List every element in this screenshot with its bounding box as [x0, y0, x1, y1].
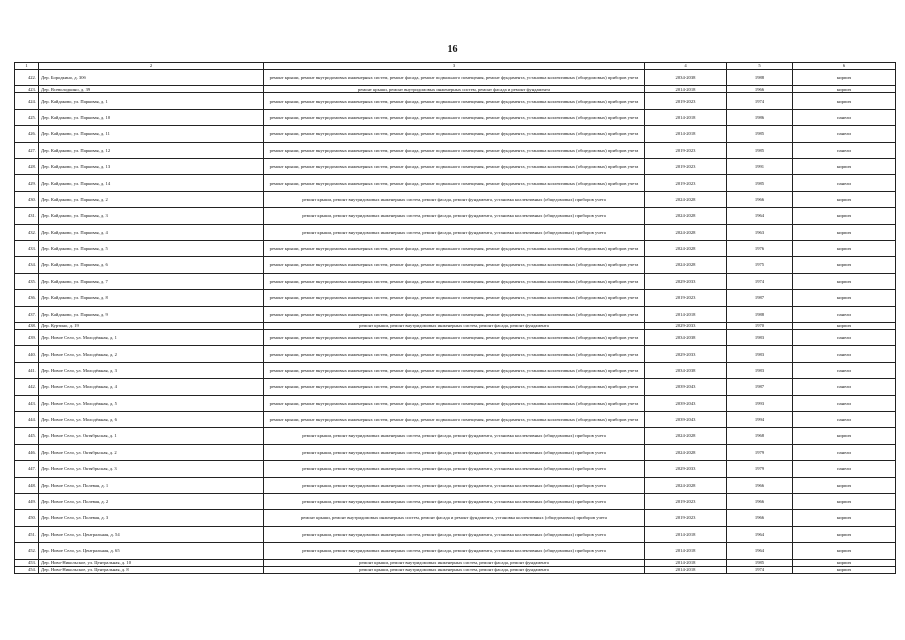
- material-cell: кирпич: [793, 257, 896, 273]
- table-row: [15, 330, 896, 346]
- works-cell: ремонт крыши, ремонт внутридомовых инженерных систем, ремонт фасада, ремонт фундамента, установка коллективных (общедомовых) приборов учета: [264, 224, 645, 240]
- works-cell: ремонт крыши, ремонт внутридомовых инженерных систем, ремонт фасада, ремонт подвального помещения, ремонт фундамента, установка коллективных (общедомовых) приборов учета: [264, 306, 645, 322]
- address-cell: Дер. Новое Село, ул. Центральная, д. 54: [39, 526, 264, 542]
- table-row: [15, 273, 896, 289]
- row-number: 429.: [15, 175, 39, 191]
- address-cell: Дер. Новое Село, ул. Молодёжная, д. 5: [39, 395, 264, 411]
- year-cell: 1993: [727, 395, 793, 411]
- works-cell: ремонт крыши, ремонт внутридомовых инженерных систем, ремонт фасада, ремонт фундамента: [264, 322, 645, 329]
- table-row: [15, 290, 896, 306]
- year-cell: 1966: [727, 477, 793, 493]
- material-cell: кирпич: [793, 559, 896, 566]
- address-cell: Дер. Кайдаково, ул. Парковая, д. 5: [39, 241, 264, 257]
- row-number: 441.: [15, 362, 39, 378]
- row-number: 447.: [15, 461, 39, 477]
- period-cell: 2019-2023: [645, 510, 727, 526]
- table-row: [15, 142, 896, 158]
- row-number: 434.: [15, 257, 39, 273]
- address-cell: Дер. Новое Село, ул. Молодёжная, д. 6: [39, 412, 264, 428]
- material-cell: панели: [793, 346, 896, 362]
- row-number: 422.: [15, 70, 39, 86]
- table-row: [15, 461, 896, 477]
- period-cell: 2014-2018: [645, 109, 727, 125]
- row-number: 430.: [15, 191, 39, 207]
- year-cell: 1963: [727, 224, 793, 240]
- period-cell: 2039-2043: [645, 412, 727, 428]
- year-cell: 1964: [727, 526, 793, 542]
- material-cell: кирпич: [793, 290, 896, 306]
- year-cell: 1987: [727, 379, 793, 395]
- works-cell: ремонт крыши, ремонт внутридомовых инженерных систем, ремонт фасада, ремонт фундамента, установка коллективных (общедомовых) приборов учета: [264, 526, 645, 542]
- row-number: 423.: [15, 86, 39, 93]
- table-row: [15, 379, 896, 395]
- year-cell: 1991: [727, 159, 793, 175]
- period-cell: 2014-2018: [645, 559, 727, 566]
- works-cell: ремонт крыши, ремонт внутридомовых инженерных систем, ремонт фасада, ремонт фундамента, установка коллективных (общедомовых) приборов учета: [264, 428, 645, 444]
- page-number: 16: [447, 44, 458, 55]
- address-cell: Дер. Всеволодкино, д. 39: [39, 86, 264, 93]
- material-cell: кирпич: [793, 159, 896, 175]
- period-cell: 2014-2018: [645, 566, 727, 573]
- period-cell: 2019-2023: [645, 175, 727, 191]
- column-header: 6: [793, 63, 896, 70]
- material-cell: кирпич: [793, 526, 896, 542]
- period-cell: 2014-2018: [645, 126, 727, 142]
- period-cell: 2014-2018: [645, 543, 727, 559]
- works-cell: ремонт крыши, ремонт внутридомовых инженерных систем, ремонт фасада, ремонт подвального помещения, ремонт фундамента, установка коллективных (общедомовых) приборов учета: [264, 346, 645, 362]
- period-cell: 2014-2018: [645, 306, 727, 322]
- period-cell: 2014-2018: [645, 86, 727, 93]
- works-cell: ремонт крыши, ремонт внутридомовых инженерных систем, ремонт фасада, ремонт фундамента, установка коллективных (общедомовых) приборов учета: [264, 493, 645, 509]
- table-row: [15, 86, 896, 93]
- year-cell: 1983: [727, 330, 793, 346]
- row-number: 450.: [15, 510, 39, 526]
- row-number: 439.: [15, 330, 39, 346]
- material-cell: кирпич: [793, 493, 896, 509]
- table-row: [15, 526, 896, 542]
- column-header: 1: [15, 63, 39, 70]
- year-cell: 1974: [727, 566, 793, 573]
- period-cell: 2029-2033: [645, 346, 727, 362]
- material-cell: кирпич: [793, 510, 896, 526]
- address-cell: Дер. Новое Село, ул. Октябрьская, д. 3: [39, 461, 264, 477]
- column-header: 2: [39, 63, 264, 70]
- year-cell: 1966: [727, 510, 793, 526]
- material-cell: панели: [793, 395, 896, 411]
- period-cell: 2014-2018: [645, 526, 727, 542]
- table-row: [15, 346, 896, 362]
- table-row: [15, 395, 896, 411]
- works-cell: ремонт крыши, ремонт внутридомовых инженерных систем, ремонт фасада, ремонт подвального помещения, ремонт фундамента, установка коллективных (общедомовых) приборов учета: [264, 395, 645, 411]
- works-cell: ремонт крыши, ремонт внутридомовых инженерных систем, ремонт фасада и ремонт фундамента: [264, 86, 645, 93]
- year-cell: 1988: [727, 306, 793, 322]
- address-cell: Дер. Кайдаково, ул. Парковая, д. 11: [39, 126, 264, 142]
- material-cell: панели: [793, 126, 896, 142]
- table-row: [15, 126, 896, 142]
- table-row: [15, 559, 896, 566]
- works-cell: ремонт крыши, ремонт внутридомовых инженерных систем, ремонт фасада, ремонт подвального помещения, ремонт фундамента, установка коллективных (общедомовых) приборов учета: [264, 70, 645, 86]
- address-cell: Дер. Новое Село, ул. Полевая, д. 1: [39, 477, 264, 493]
- material-cell: кирпич: [793, 93, 896, 109]
- address-cell: Дер. Кайдаково, ул. Парковая, д. 13: [39, 159, 264, 175]
- row-number: 445.: [15, 428, 39, 444]
- material-cell: кирпич: [793, 322, 896, 329]
- table-row: [15, 109, 896, 125]
- year-cell: 1985: [727, 126, 793, 142]
- table-row: [15, 477, 896, 493]
- works-cell: ремонт крыши, ремонт внутридомовых инженерных систем, ремонт фасада, ремонт подвального помещения, ремонт фундамента, установка коллективных (общедомовых) приборов учета: [264, 273, 645, 289]
- address-cell: Дер. Ново-Никольское, ул. Центральная, д. 10: [39, 559, 264, 566]
- table-row: [15, 444, 896, 460]
- period-cell: 2019-2023: [645, 159, 727, 175]
- works-cell: ремонт крыши, ремонт внутридомовых инженерных систем, ремонт фасада, ремонт подвального помещения, ремонт фундамента, установка коллективных (общедомовых) приборов учета: [264, 241, 645, 257]
- period-cell: 2024-2028: [645, 208, 727, 224]
- address-cell: Дер. Кайдаково, ул. Парковая, д. 8: [39, 290, 264, 306]
- year-cell: 1988: [727, 70, 793, 86]
- material-cell: кирпич: [793, 208, 896, 224]
- row-number: 425.: [15, 109, 39, 125]
- year-cell: 1987: [727, 290, 793, 306]
- year-cell: 1985: [727, 559, 793, 566]
- year-cell: 1964: [727, 208, 793, 224]
- works-cell: ремонт крыши, ремонт внутридомовых инженерных систем, ремонт фасада, ремонт подвального помещения, ремонт фундамента, установка коллективных (общедомовых) приборов учета: [264, 142, 645, 158]
- period-cell: 2019-2023: [645, 493, 727, 509]
- address-cell: Дер. Куртино, д. 19: [39, 322, 264, 329]
- works-cell: ремонт крыши, ремонт внутридомовых инженерных систем, ремонт фасада, ремонт фундамента, установка коллективных (общедомовых) приборов учета: [264, 543, 645, 559]
- year-cell: 1983: [727, 346, 793, 362]
- address-cell: Дер. Новое Село, ул. Полевая, д. 2: [39, 493, 264, 509]
- year-cell: 1968: [727, 428, 793, 444]
- period-cell: 2034-2038: [645, 330, 727, 346]
- table-row: [15, 208, 896, 224]
- row-number: 442.: [15, 379, 39, 395]
- material-cell: кирпич: [793, 273, 896, 289]
- table-row: [15, 175, 896, 191]
- works-cell: ремонт крыши, ремонт внутридомовых инженерных систем, ремонт фасада, ремонт фундамента, установка коллективных (общедомовых) приборов учета: [264, 444, 645, 460]
- works-cell: ремонт крыши, ремонт внутридомовых инженерных систем, ремонт фасада, ремонт подвального помещения, ремонт фундамента, установка коллективных (общедомовых) приборов учета: [264, 257, 645, 273]
- address-cell: Дер. Новое Село, ул. Молодёжная, д. 3: [39, 362, 264, 378]
- table-row: [15, 428, 896, 444]
- material-cell: панели: [793, 461, 896, 477]
- row-number: 428.: [15, 159, 39, 175]
- works-cell: ремонт крыши, ремонт внутридомовых инженерных систем, ремонт фасада, ремонт подвального помещения, ремонт фундамента, установка коллективных (общедомовых) приборов учета: [264, 175, 645, 191]
- table-row: [15, 322, 896, 329]
- row-number: 448.: [15, 477, 39, 493]
- material-cell: панели: [793, 175, 896, 191]
- row-number: 436.: [15, 290, 39, 306]
- row-number: 453.: [15, 559, 39, 566]
- year-cell: 1983: [727, 362, 793, 378]
- address-cell: Дер. Кайдаково, ул. Парковая, д. 7: [39, 273, 264, 289]
- table-row: [15, 493, 896, 509]
- period-cell: 2019-2023: [645, 290, 727, 306]
- material-cell: кирпич: [793, 543, 896, 559]
- year-cell: 1966: [727, 191, 793, 207]
- table-row: [15, 191, 896, 207]
- period-cell: 2019-2023: [645, 93, 727, 109]
- year-cell: 1979: [727, 444, 793, 460]
- address-cell: Дер. Бородкино, д. 30б: [39, 70, 264, 86]
- year-cell: 1986: [727, 109, 793, 125]
- material-cell: кирпич: [793, 428, 896, 444]
- material-cell: кирпич: [793, 566, 896, 573]
- material-cell: панели: [793, 362, 896, 378]
- works-cell: ремонт крыши, ремонт внутридомовых инженерных систем, ремонт фасада и ремонт фундамента, установка коллективных (общедомовых) приборов учета: [264, 510, 645, 526]
- row-number: 449.: [15, 493, 39, 509]
- period-cell: 2024-2028: [645, 191, 727, 207]
- table-row: [15, 566, 896, 573]
- address-cell: Дер. Кайдаково, ул. Парковая, д. 14: [39, 175, 264, 191]
- period-cell: 2034-2038: [645, 70, 727, 86]
- table-row: [15, 70, 896, 86]
- address-cell: Дер. Кайдаково, ул. Парковая, д. 4: [39, 224, 264, 240]
- works-cell: ремонт крыши, ремонт внутридомовых инженерных систем, ремонт фасада, ремонт подвального помещения, ремонт фундамента, установка коллективных (общедомовых) приборов учета: [264, 379, 645, 395]
- row-number: 443.: [15, 395, 39, 411]
- year-cell: 1975: [727, 257, 793, 273]
- works-cell: ремонт крыши, ремонт внутридомовых инженерных систем, ремонт фасада, ремонт фундамента: [264, 559, 645, 566]
- period-cell: 2024-2028: [645, 257, 727, 273]
- period-cell: 2029-2033: [645, 322, 727, 329]
- address-cell: Дер. Кайдаково, ул. Парковая, д. 6: [39, 257, 264, 273]
- row-number: 424.: [15, 93, 39, 109]
- row-number: 427.: [15, 142, 39, 158]
- table-row: [15, 362, 896, 378]
- material-cell: кирпич: [793, 86, 896, 93]
- row-number: 438.: [15, 322, 39, 329]
- material-cell: кирпич: [793, 224, 896, 240]
- address-cell: Дер. Кайдаково, ул. Парковая, д. 3: [39, 208, 264, 224]
- works-cell: ремонт крыши, ремонт внутридомовых инженерных систем, ремонт фасада, ремонт фундамента, установка коллективных (общедомовых) приборов учета: [264, 477, 645, 493]
- address-cell: Дер. Новое Село, ул. Октябрьская, д. 1: [39, 428, 264, 444]
- year-cell: 1964: [727, 543, 793, 559]
- row-number: 454.: [15, 566, 39, 573]
- works-cell: ремонт крыши, ремонт внутридомовых инженерных систем, ремонт фасада, ремонт фундамента: [264, 566, 645, 573]
- material-cell: панели: [793, 142, 896, 158]
- works-cell: ремонт крыши, ремонт внутридомовых инженерных систем, ремонт фасада, ремонт подвального помещения, ремонт фундамента, установка коллективных (общедомовых) приборов учета: [264, 412, 645, 428]
- table-row: [15, 510, 896, 526]
- year-cell: 1974: [727, 273, 793, 289]
- row-number: 440.: [15, 346, 39, 362]
- column-header: 3: [264, 63, 645, 70]
- year-cell: 1966: [727, 493, 793, 509]
- year-cell: 1985: [727, 142, 793, 158]
- material-cell: кирпич: [793, 241, 896, 257]
- material-cell: кирпич: [793, 477, 896, 493]
- table-row: [15, 159, 896, 175]
- column-number-row: [15, 63, 896, 70]
- address-cell: Дер. Новое Село, ул. Молодёжная, д. 2: [39, 346, 264, 362]
- row-number: 452.: [15, 543, 39, 559]
- address-cell: Дер. Кайдаково, ул. Парковая, д. 2: [39, 191, 264, 207]
- material-cell: панели: [793, 330, 896, 346]
- period-cell: 2034-2038: [645, 362, 727, 378]
- period-cell: 2024-2028: [645, 241, 727, 257]
- address-cell: Дер. Ново-Никольское, ул. Центральная, д. 8: [39, 566, 264, 573]
- year-cell: 1994: [727, 412, 793, 428]
- year-cell: 1970: [727, 322, 793, 329]
- address-cell: Дер. Новое Село, ул. Октябрьская, д. 2: [39, 444, 264, 460]
- works-cell: ремонт крыши, ремонт внутридомовых инженерных систем, ремонт фасада, ремонт фундамента, установка коллективных (общедомовых) приборов учета: [264, 208, 645, 224]
- column-header: 5: [727, 63, 793, 70]
- period-cell: 2024-2028: [645, 428, 727, 444]
- table-row: [15, 224, 896, 240]
- table-row: [15, 93, 896, 109]
- works-cell: ремонт крыши, ремонт внутридомовых инженерных систем, ремонт фасада, ремонт фундамента, установка коллективных (общедомовых) приборов учета: [264, 191, 645, 207]
- address-cell: Дер. Кайдаково, ул. Парковая, д. 10: [39, 109, 264, 125]
- row-number: 437.: [15, 306, 39, 322]
- works-cell: ремонт крыши, ремонт внутридомовых инженерных систем, ремонт фасада, ремонт подвального помещения, ремонт фундамента, установка коллективных (общедомовых) приборов учета: [264, 362, 645, 378]
- works-cell: ремонт крыши, ремонт внутридомовых инженерных систем, ремонт фасада, ремонт подвального помещения, ремонт фундамента, установка коллективных (общедомовых) приборов учета: [264, 126, 645, 142]
- period-cell: 2024-2028: [645, 477, 727, 493]
- column-header: 4: [645, 63, 727, 70]
- year-cell: 1985: [727, 175, 793, 191]
- material-cell: панели: [793, 306, 896, 322]
- address-cell: Дер. Кайдаково, ул. Парковая, д. 9: [39, 306, 264, 322]
- material-cell: кирпич: [793, 70, 896, 86]
- year-cell: 1976: [727, 241, 793, 257]
- works-cell: ремонт крыши, ремонт внутридомовых инженерных систем, ремонт фасада, ремонт подвального помещения, ремонт фундамента, установка коллективных (общедомовых) приборов учета: [264, 159, 645, 175]
- material-cell: панели: [793, 444, 896, 460]
- period-cell: 2024-2028: [645, 444, 727, 460]
- address-cell: Дер. Новое Село, ул. Полевая, д. 3: [39, 510, 264, 526]
- year-cell: 1966: [727, 86, 793, 93]
- period-cell: 2024-2028: [645, 224, 727, 240]
- row-number: 433.: [15, 241, 39, 257]
- housing-repair-table: [14, 62, 896, 574]
- material-cell: панели: [793, 379, 896, 395]
- period-cell: 2019-2023: [645, 142, 727, 158]
- period-cell: 2039-2043: [645, 379, 727, 395]
- material-cell: кирпич: [793, 191, 896, 207]
- address-cell: Дер. Кайдаково, ул. Парковая, д. 1: [39, 93, 264, 109]
- period-cell: 2029-2033: [645, 461, 727, 477]
- row-number: 446.: [15, 444, 39, 460]
- material-cell: панели: [793, 412, 896, 428]
- works-cell: ремонт крыши, ремонт внутридомовых инженерных систем, ремонт фасада, ремонт подвального помещения, ремонт фундамента, установка коллективных (общедомовых) приборов учета: [264, 93, 645, 109]
- row-number: 451.: [15, 526, 39, 542]
- table-row: [15, 412, 896, 428]
- address-cell: Дер. Новое Село, ул. Молодёжная, д. 4: [39, 379, 264, 395]
- works-cell: ремонт крыши, ремонт внутридомовых инженерных систем, ремонт фасада, ремонт подвального помещения, ремонт фундамента, установка коллективных (общедомовых) приборов учета: [264, 290, 645, 306]
- table-row: [15, 306, 896, 322]
- works-cell: ремонт крыши, ремонт внутридомовых инженерных систем, ремонт фасада, ремонт фундамента, установка коллективных (общедомовых) приборов учета: [264, 461, 645, 477]
- table-row: [15, 543, 896, 559]
- year-cell: 1979: [727, 461, 793, 477]
- material-cell: панели: [793, 109, 896, 125]
- period-cell: 2039-2043: [645, 395, 727, 411]
- year-cell: 1974: [727, 93, 793, 109]
- address-cell: Дер. Новое Село, ул. Центральная, д. 65: [39, 543, 264, 559]
- works-cell: ремонт крыши, ремонт внутридомовых инженерных систем, ремонт фасада, ремонт подвального помещения, ремонт фундамента, установка коллективных (общедомовых) приборов учета: [264, 330, 645, 346]
- period-cell: 2029-2033: [645, 273, 727, 289]
- row-number: 426.: [15, 126, 39, 142]
- table-row: [15, 257, 896, 273]
- row-number: 435.: [15, 273, 39, 289]
- row-number: 432.: [15, 224, 39, 240]
- works-cell: ремонт крыши, ремонт внутридомовых инженерных систем, ремонт фасада, ремонт подвального помещения, ремонт фундамента, установка коллективных (общедомовых) приборов учета: [264, 109, 645, 125]
- address-cell: Дер. Кайдаково, ул. Парковая, д. 12: [39, 142, 264, 158]
- row-number: 431.: [15, 208, 39, 224]
- row-number: 444.: [15, 412, 39, 428]
- address-cell: Дер. Новое Село, ул. Молодёжная, д. 1: [39, 330, 264, 346]
- table-row: [15, 241, 896, 257]
